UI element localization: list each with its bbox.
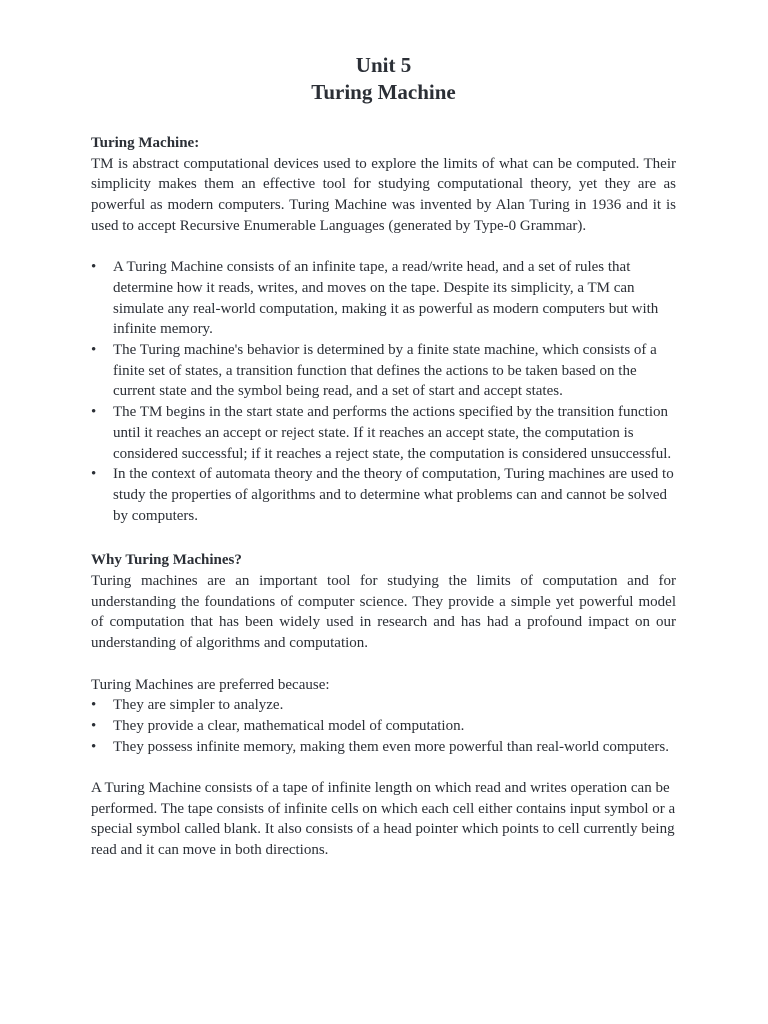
bullet-icon: • bbox=[91, 697, 97, 714]
title-topic: Turing Machine bbox=[311, 80, 456, 104]
preferred-label: Turing Machines are preferred because: bbox=[91, 676, 330, 693]
section-intro-paragraph: TM is abstract computational devices used to explore the limits of what can be computed. Their simplicity makes them an effective tool for studying computational theory, yet they are as powerful as modern computers. Turing Machine was invented by Alan Turing in 1936 and it is used to accept Recursive Enumerable Languages (generated by Type-0 Grammar). bbox=[91, 155, 676, 234]
bullet-icon: • bbox=[91, 738, 97, 755]
list-item bbox=[91, 257, 676, 340]
closing-paragraph: A Turing Machine consists of a tape of infinite length on which read and writes operation can be performed. The tape consists of infinite cells on which each cell either contains input symbol or a special symbol called blank. It also consists of a head pointer which points to cell currently being read and it can move in both directions. bbox=[91, 780, 676, 859]
list-item-text: A Turing Machine consists of an infinite tape, a read/write head, and a set of rules that determine how it reads, writes, and moves on the tape. Despite its simplicity, a TM can simulate any real-world computation, making it as powerful as modern computers but with infinite memory. bbox=[113, 259, 659, 338]
bullet-list-reasons bbox=[91, 695, 676, 757]
list-item-text: In the context of automata theory and the theory of computation, Turing machines are used to study the properties of algorithms and to determine what problems can and cannot be solved by computers. bbox=[113, 466, 674, 524]
section-heading-why-turing-machines: Why Turing Machines? bbox=[91, 552, 242, 569]
bullet-icon: • bbox=[91, 466, 97, 483]
list-item bbox=[91, 464, 676, 526]
list-item bbox=[91, 402, 676, 464]
list-item-text: The TM begins in the start state and performs the actions specified by the transition function until it reaches an accept or reject state. If it reaches an accept state, the computation is considered successful; if it reaches a reject state, the computation is considered unsuccessful. bbox=[113, 404, 672, 462]
bullet-icon: • bbox=[91, 259, 97, 276]
bullet-icon: • bbox=[91, 342, 97, 359]
document-page bbox=[91, 52, 676, 861]
list-item-text: They possess infinite memory, making them even more powerful than real-world computers. bbox=[113, 738, 669, 755]
spacer bbox=[91, 237, 676, 258]
spacer bbox=[91, 526, 676, 538]
section-heading-turing-machine: Turing Machine: bbox=[91, 135, 200, 151]
spacer bbox=[91, 757, 676, 778]
list-item bbox=[91, 695, 676, 716]
bullet-icon: • bbox=[91, 717, 97, 734]
list-item bbox=[91, 716, 676, 737]
spacer bbox=[91, 654, 676, 675]
list-item bbox=[91, 737, 676, 758]
list-item bbox=[91, 340, 676, 402]
page-title bbox=[91, 52, 676, 106]
list-item-text: The Turing machine's behavior is determined by a finite state machine, which consists of a finite set of states, a transition function that defines the actions to be taken based on the current state and the symbol being read, and a set of start and accept states. bbox=[113, 342, 657, 400]
bullet-list-features bbox=[91, 257, 676, 526]
why-paragraph: Turing machines are an important tool for studying the limits of computation and for understanding the foundations of computer science. They provide a simple yet powerful model of computation that has been widely used in research and has had a profound impact on our understanding of algorithms and computation. bbox=[91, 573, 676, 652]
bullet-icon: • bbox=[91, 404, 97, 421]
title-unit: Unit 5 bbox=[355, 53, 412, 77]
list-item-text: They provide a clear, mathematical model of computation. bbox=[113, 717, 465, 734]
spacer bbox=[91, 538, 676, 550]
list-item-text: They are simpler to analyze. bbox=[113, 697, 284, 714]
